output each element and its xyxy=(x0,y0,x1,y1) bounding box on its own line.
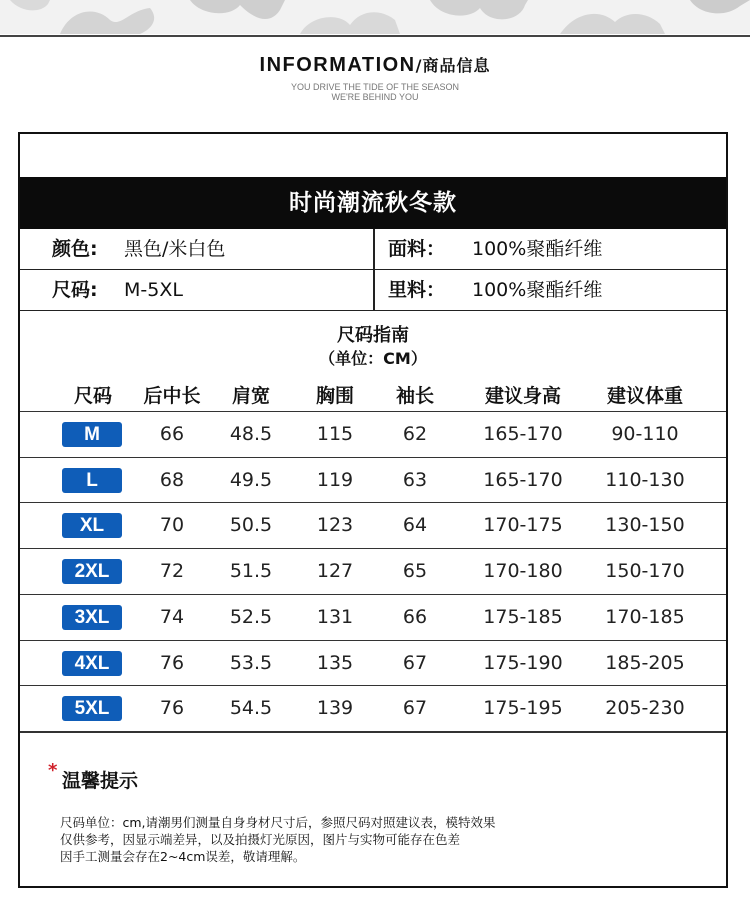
size-badge: 2XL xyxy=(62,559,122,584)
tips-line: 仅供参考，因显示端差异，以及拍摄灯光原因，图片与实物可能存在色差 xyxy=(60,832,461,847)
weight-cell: 90-110 xyxy=(611,423,679,445)
table-row xyxy=(20,594,726,640)
tips-line: 尺码单位：cm,请潮男们测量自身身材尺寸后，参照尺码对照建议表，模特效果 xyxy=(60,815,496,830)
table-row xyxy=(20,548,726,594)
weight-cell: 170-185 xyxy=(605,605,685,628)
size-badge: M xyxy=(62,422,122,447)
column-header-chest: 胸围 xyxy=(315,385,354,407)
shoulder-cell: 51.5 xyxy=(229,560,273,583)
back-length-cell: 76 xyxy=(159,697,185,720)
sleeve-cell: 64 xyxy=(402,514,428,537)
header-divider xyxy=(0,35,750,37)
table-bottom-rule xyxy=(20,731,726,733)
sleeve-cell: 67 xyxy=(402,651,428,674)
shoulder-cell: 48.5 xyxy=(229,423,273,445)
back-length-cell: 66 xyxy=(159,423,185,445)
back-length-cell: 72 xyxy=(159,560,185,583)
shoulder-cell: 49.5 xyxy=(229,468,273,491)
fabric-value: 100%聚酯纤维 xyxy=(472,238,603,260)
color-value: 黑色/米白色 xyxy=(124,238,226,260)
lining-value: 100%聚酯纤维 xyxy=(472,279,603,301)
tips-asterisk: * xyxy=(48,760,58,781)
size-badge: L xyxy=(62,468,122,493)
height-cell: 165-170 xyxy=(483,468,563,491)
camouflage-header-band xyxy=(0,0,750,34)
spec-divider xyxy=(373,270,375,310)
spec-row-size-lining xyxy=(20,270,726,311)
fabric-label: 面料： xyxy=(388,238,446,260)
back-length-cell: 70 xyxy=(159,514,185,537)
size-badge: 4XL xyxy=(62,651,122,676)
sleeve-cell: 67 xyxy=(402,697,428,720)
tips-body xyxy=(60,814,700,865)
information-subtitle xyxy=(0,82,750,102)
weight-cell: 150-170 xyxy=(605,560,685,583)
table-row xyxy=(20,411,726,457)
column-header-sleeve: 袖长 xyxy=(395,385,434,407)
column-header-height: 建议身高 xyxy=(484,385,561,407)
column-header-back-length: 后中长 xyxy=(143,385,201,407)
chest-cell: 119 xyxy=(316,468,354,491)
size-value: M-5XL xyxy=(124,279,183,301)
tips-line: 因手工测量会存在2~4cm误差，敬请理解。 xyxy=(60,849,306,864)
weight-cell: 110-130 xyxy=(605,468,685,491)
spec-row-color-fabric xyxy=(20,229,726,270)
table-row xyxy=(20,640,726,686)
size-label: 尺码: xyxy=(52,279,98,301)
spec-grid xyxy=(20,229,726,311)
chest-cell: 135 xyxy=(316,651,354,674)
information-title-en: INFORMATION xyxy=(259,54,416,76)
height-cell: 170-180 xyxy=(483,560,563,583)
table-row xyxy=(20,502,726,548)
chest-cell: 115 xyxy=(316,423,354,445)
style-banner: 时尚潮流秋冬款 xyxy=(20,177,726,229)
subtitle-line: WE'RE BEHIND YOU xyxy=(331,92,419,102)
product-info-card xyxy=(18,132,728,888)
column-header-size: 尺码 xyxy=(73,385,112,407)
subtitle-line: YOU DRIVE THE TIDE OF THE SEASON xyxy=(290,82,460,92)
lining-label: 里料： xyxy=(388,279,446,301)
sleeve-cell: 62 xyxy=(402,423,428,445)
chest-cell: 123 xyxy=(316,514,354,537)
size-badge: XL xyxy=(62,513,122,538)
size-badge: 5XL xyxy=(62,696,122,721)
weight-cell: 185-205 xyxy=(605,651,685,674)
sleeve-cell: 65 xyxy=(402,560,428,583)
shoulder-cell: 52.5 xyxy=(229,605,273,628)
weight-cell: 130-150 xyxy=(605,514,685,537)
shoulder-cell: 54.5 xyxy=(229,697,273,720)
column-header-weight: 建议体重 xyxy=(606,385,683,407)
column-header-shoulder: 肩宽 xyxy=(231,385,270,407)
weight-cell: 205-230 xyxy=(605,697,685,720)
height-cell: 170-175 xyxy=(483,514,563,537)
back-length-cell: 76 xyxy=(159,651,185,674)
camouflage-pattern xyxy=(0,0,750,34)
sleeve-cell: 66 xyxy=(402,605,428,628)
size-guide-unit: （单位：CM） xyxy=(319,349,427,368)
height-cell: 165-170 xyxy=(483,423,563,445)
information-title-zh: /商品信息 xyxy=(415,56,491,75)
tips-title: 温馨提示 xyxy=(62,770,139,792)
back-length-cell: 68 xyxy=(159,468,185,491)
sleeve-cell: 63 xyxy=(402,468,428,491)
height-cell: 175-190 xyxy=(483,651,563,674)
information-heading xyxy=(0,53,750,77)
height-cell: 175-185 xyxy=(483,605,563,628)
size-badge: 3XL xyxy=(62,605,122,630)
chest-cell: 131 xyxy=(316,605,354,628)
chest-cell: 139 xyxy=(316,697,354,720)
back-length-cell: 74 xyxy=(159,605,185,628)
table-row xyxy=(20,457,726,503)
table-row xyxy=(20,685,726,731)
shoulder-cell: 53.5 xyxy=(229,651,273,674)
spec-divider xyxy=(373,229,375,269)
chest-cell: 127 xyxy=(316,560,354,583)
shoulder-cell: 50.5 xyxy=(229,514,273,537)
height-cell: 175-195 xyxy=(483,697,563,720)
size-guide-title: 尺码指南 xyxy=(337,325,409,346)
color-label: 颜色: xyxy=(52,238,98,260)
